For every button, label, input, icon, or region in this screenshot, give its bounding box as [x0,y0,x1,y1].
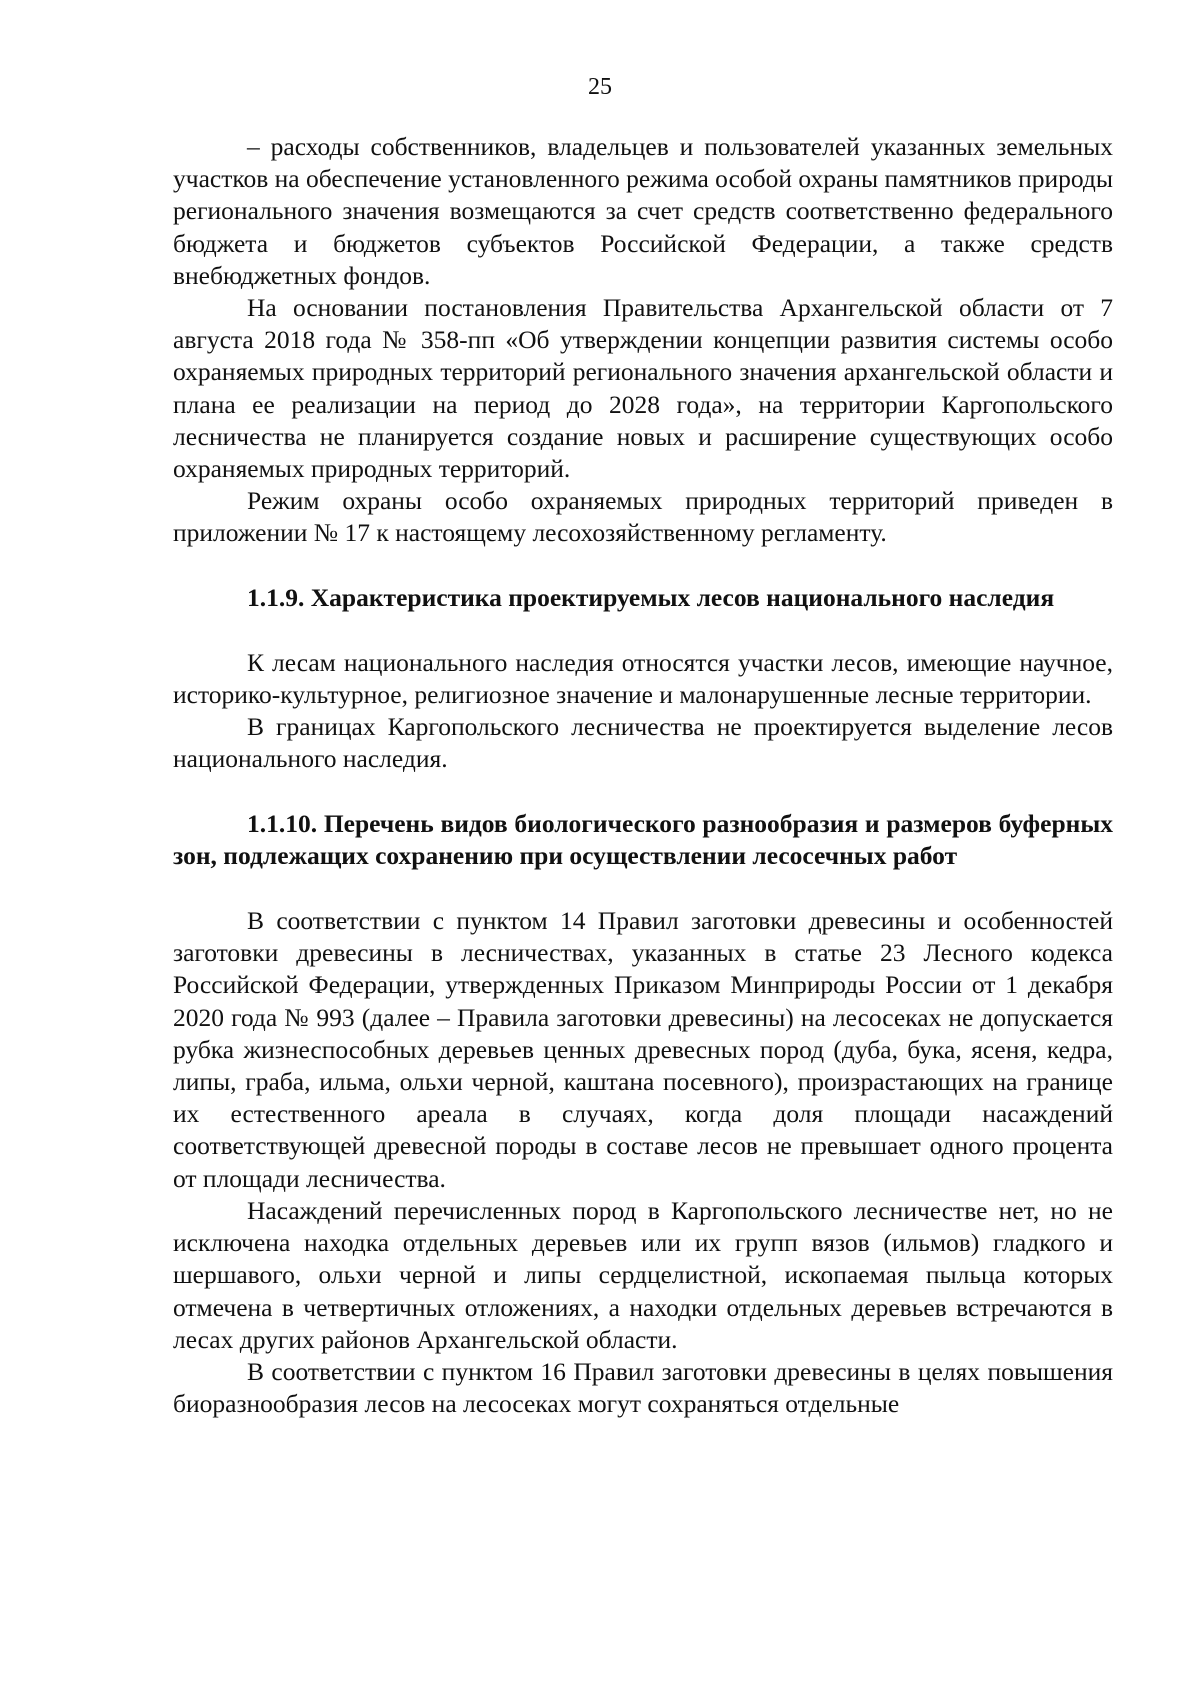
section-heading-1-1-10: 1.1.10. Перечень видов биологического разнообразия и размеров буферных зон, подлежащих сохранению при осуществлении лесосечных работ [173,808,1113,870]
section-heading-1-1-9: 1.1.9. Характеристика проектируемых лесов национального наследия [247,582,1055,612]
paragraph-protection-regime: Режим охраны особо охраняемых природных территорий приведен в приложении № 17 к настоящему лесохозяйственному регламенту. [173,486,1113,548]
paragraph-species-absence: Насаждений перечисленных пород в Каргопольского лесничестве нет, но не исключена находка отдельных деревьев или их групп вязов (ильмов) гладкого и шершавого, ольхи черной и липы сердцелистной, ископаемая пыльца которых отмечена в четвертичных отложениях, а находки отдельных деревьев встречаются в лесах других районов Архангельской области. [173,1195,1113,1354]
document-body [173,131,1113,1420]
paragraph-logging-rules: В соответствии с пунктом 14 Правил заготовки древесины и особенностей заготовки древесины в лесничествах, указанных в статье 23 Лесного кодекса Российской Федерации, утвержденных Приказом Минприроды России от 1 декабря 2020 года № 993 (далее – Правила заготовки древесины) на лесосеках не допускается рубка жизнеспособных деревьев ценных древесных пород (дуба, бука, ясеня, кедра, липы, граба, ильма, ольхи черной, каштана посевного), произрастающих на границе их естественного ареала в случаях, когда доля площади насаждений соответствующей древесной породы в составе лесов не превышает одного процента от площади лесничества. [173,906,1113,1193]
paragraph-biodiversity-retention: В соответствии с пунктом 16 Правил заготовки древесины в целях повышения биоразнообразия лесов на лесосеках могут сохраняться отдельные [173,1356,1113,1419]
paragraph-government-decree: На основании постановления Правительства Архангельской области от 7 августа 2018 года № 358-пп «Об утверждении концепции развития системы особо охраняемых природных территорий регионального значения архангельской области и плана ее реализации на период до 2028 года», на территории Каргопольского лесничества не планируется создание новых и расширение существующих особо охраняемых природных территорий. [173,293,1113,484]
paragraph-national-heritage-not-designed: В границах Каргопольского лесничества не проектируется выделение лесов национального наследия. [173,712,1113,774]
paragraph-compensation-costs: – расходы собственников, владельцев и пользователей указанных земельных участков на обеспечение установленного режима особой охраны памятников природы регионального значения возмещаются за счет средств соответственно федерального бюджета и бюджетов субъектов Российской Федерации, а также средств внебюджетных фондов. [173,132,1113,290]
paragraph-national-heritage-definition: К лесам национального наследия относятся участки лесов, имеющие научное, историко-культурное, религиозное значение и малонарушенные лесные территории. [173,647,1113,710]
page-number: 25 [588,74,612,100]
